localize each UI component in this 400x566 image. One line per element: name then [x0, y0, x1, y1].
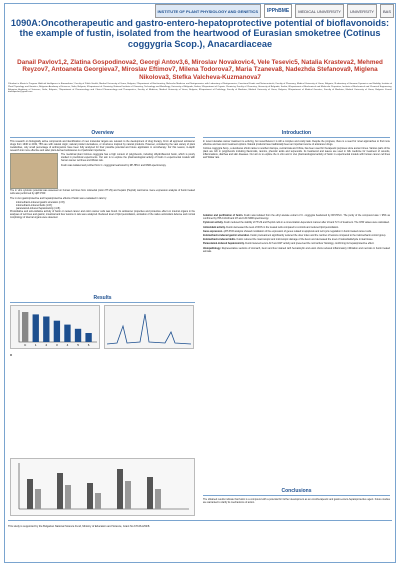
- overview-paragraph: Prooxidative and anti-oxidative activity of fustin on tested cancer and colon cancer cells was found. Its anticancer properties and protective effect on internal organs in the analyses of cell lines and gastric, intestinal and liver lesions in rats were analyzed. Reduced level of lipid peroxidation, activation of the native antioxidant defense and normal morphology of internal organs were detected.: [10, 210, 195, 220]
- tick-label: 3: [56, 343, 58, 347]
- plant-photo: [10, 153, 58, 189]
- viability-chart: [10, 305, 100, 349]
- results-heading: Results: [10, 295, 195, 303]
- results-body: [203, 214, 390, 484]
- result-item: Gene expression. qRT-PCR analysis showed modulation of the expression of genes related to apoptosis and cell cycle regulation in fustin treated cancer cells.: [203, 229, 372, 233]
- footer: [8, 520, 392, 551]
- gene-expression-icon: [11, 459, 194, 515]
- intro-paragraph: Cotinus coggygria Scop., a deciduous shrub native to southern Europe, central Asia and China, has been used for therapeutic purposes since ancient times. Various parts of the plant are rich in polyphenols including flavonoids, tannins, phenolic acids and terpenoids. Its heartwood and leaves are used in folk medicine for treatment of wounds, inflammations, diarrhea and skin diseases. Our aim is to explore the in vitro and in vivo pharmacological activity of fustin in experimental models with human cancer cell lines and Wistar rats.: [203, 147, 390, 160]
- bar: [22, 312, 28, 342]
- bar: [43, 317, 49, 343]
- list-item: • indomethacin-induced ileitis (n=8);: [16, 204, 195, 207]
- introduction-body: [203, 140, 390, 210]
- result-item: Isolation and purification of fustin. Fustin was isolated from the ethyl acetate extract of C. coggygria heartwood by RP-HPLC. The purity of the compound was > 95% as confirmed by HPLC-DAD and 1H and 13C NMR spectroscopy.: [203, 214, 390, 221]
- result-item: Paracetamol-induced hepatotoxicity. Fustin lowered serum ALT and AST activity and preserved the normal liver histology, confirming its hepatoprotective effect.: [203, 242, 375, 246]
- result-item: Indomethacin-induced ileitis. Fustin reduced the macroscopic and microscopic damage of the ileum and decreased the level of malondialdehyde in ileal tissue.: [203, 238, 374, 242]
- result-item: Histopathology. Representative sections of stomach, ileum and liver stained with hematoxylin and eosin show reduced inflammatory infiltration and necrosis in fustin treated animals.: [203, 246, 390, 253]
- overview-body: [10, 140, 195, 290]
- bar-chart-svg: [11, 306, 99, 348]
- conclusions-body: The obtained results indicate that fustin is a compound with a potential for further development as an oncotherapeutic and gastro-entero-hepatoprotective agent. Future studies are warranted to clarify its mechanisms of action.: [203, 498, 390, 505]
- list-item: • paracetamol-induced hepatotoxicity (n=8).: [16, 207, 195, 210]
- histology-grid: [10, 354, 195, 454]
- chromatogram-icon: [105, 306, 193, 348]
- bas-logo: BAS: [380, 4, 394, 18]
- bar: [33, 314, 39, 342]
- result-item: Indomethacin-induced gastric ulceration. Fustin pretreatment significantly reduced the ulcer index and the number of lesions compared to the indomethacin control group.: [203, 233, 386, 237]
- ipphbme-logo: IPPhBME: [264, 4, 292, 18]
- overview-paragraph: The in vivo gastroprotective and hepatoprotective effects of fustin were evaluated in rats by:: [10, 196, 107, 200]
- list-item: • indomethacin-induced gastric ulceration (n=8);: [16, 201, 195, 204]
- model-list: [10, 201, 195, 210]
- author-list: Danail Pavlov1,2, Zlatina Gospodinova2, Georgi Antov3,6, Miroslav Novakovic4, Vele Tesevic5, Natalia Krasteva2, Mehmed Reyzov7, Antoaneta Georgieva7, Miroslav Eftimov7, Milena Todorova7, Maria Tzaneva8, Nadezhda Stefanova9, Miglena Nikolova3, Stefka Valcheva-Kuzmanova7: [17, 59, 383, 81]
- bar: [85, 333, 91, 342]
- result-item: Cytotoxic activity. Fustin reduced the viability of HT-29 and HepG2 cells in a concentration-dependent manner after 24 and 72 h of treatment. The IC50 values were calculated.: [203, 221, 390, 225]
- logo-row: [155, 4, 394, 18]
- introduction-heading: Introduction: [203, 130, 390, 138]
- intro-paragraph: In recent decades cancer treatment is evolving, but nevertheless it is still a complex and costly task. Despite the progress, there is a need for novel approaches to find more effective and less toxic treatment options. Natural products have traditionally been an important source of anticancer drugs.: [203, 140, 390, 147]
- affiliations: 1Student in Master's Program ‘Artificial Intelligence in Biomedicine’, Faculty of Public Health, Medical University of Varna, Bulgaria; 2Department of Biochemistry, Molecular Medicine and Nutrigenomics with Laboratory of Nutrigenomics, Functional Foods and Nutraceuticals, Faculty of Pharmacy, Medical University of Varna, Bulgaria; 3Laboratory of Genome Dynamics and Stability, Institute of Plant Physiology and Genetics, Bulgarian Academy of Sciences, Sofia, Bulgaria; 4Department of Chemistry, National Institute of Chemistry, Technology and Metallurgy, University of Belgrade, Serbia; 5Department of Organic Chemistry, Faculty of Chemistry, University of Belgrade, Serbia; 6Department of Biochemical and Molecular Properties, Institute of Biochemical and Chemical Engineering, Bulgarian Academy of Sciences, Sofia, Bulgaria; 7Department of Pharmacology and Clinical Pharmacology and Therapeutics, Faculty of Medicine, Medical University of Varna, Bulgaria; 8Department of Pathology, Faculty of Medicine, Medical University of Varna, Bulgaria; 9Department of Medical Genetics, Faculty of Medicine, Medical University of Varna, Bulgaria. E-mail: danailpavlov@gmail.com: [8, 83, 392, 94]
- overview-paragraph: Fustin was isolated and purified from C. coggygria heartwood by RP-HPLC and NMR-spectroscopy.: [61, 163, 167, 167]
- bar: [54, 321, 60, 342]
- tick-label: 6: [87, 343, 90, 347]
- tick-label: C: [24, 343, 27, 347]
- conclusions-heading: Conclusions: [203, 488, 390, 496]
- tick-label: 1: [34, 343, 37, 347]
- gene-expression-figure: [10, 458, 195, 516]
- poster-title: 1090A:Oncotherapeutic and gastro-entero-hepatoprotective potential of bioflavonoids: the example of fustin, isolated from the heartwood of Eurasian smoketree (Cotinus coggygria Scop.), Anacardiaceae: [10, 18, 390, 49]
- bar: [75, 329, 81, 342]
- result-item: Antioxidant activity. Fustin decreased the level of ROS in the treated cells compared to controls and reduced lipid peroxidation.: [203, 225, 339, 229]
- overview-heading: Overview: [10, 130, 195, 138]
- overview-paragraph: The medicinal plant Cotinus coggygria has a high content of polyphenols, including dihydroflavonol fustin, which is poorly studied in preclinical experiments. Our aim is to explore the pharmacological activity of fustin in experimental models with human cancer cell lines and Wistar rats.: [61, 153, 195, 163]
- histology-image: [10, 354, 12, 356]
- overview-paragraph: This research on biologically active compounds and identification of new molecular targets are relevant to the development of drug therapy. From all approved anticancer drugs from 1946 to 2019, 75% are with natural origin; natural product derivatives, or structures inspired by natural products. However, considering the vast variety of plant metabolites, only small percentage of anthocyanins have been fully analyzed for their possible potential and future application in oncotherapy. For this reason, in-depth research into more effective and safer plant-derived substances is of particular importance.: [10, 140, 195, 153]
- university-logo: UNIVERSITY: [347, 4, 377, 18]
- tick-label: 2: [45, 343, 48, 347]
- bar: [64, 325, 70, 342]
- acknowledgement: This study is supported by the Bulgarian National Science Fund, Ministry of Education and Science, Grant No KП-06-Н53/8.: [8, 525, 151, 528]
- chromatogram-figure: [104, 305, 194, 349]
- tick-label: 4: [66, 343, 69, 347]
- overview-figure-row: [10, 153, 195, 189]
- institute-logo: INSTITUTE OF PLANT PHYSIOLOGY AND GENETICS: [155, 4, 261, 18]
- medical-university-logo: MEDICAL UNIVERSITY: [295, 4, 344, 18]
- overview-paragraph: The in vitro cytotoxic potential was assessed on human cell lines from colorectal (colon HT-29) and hepatic (HepG2) carcinoma. Gene expression analysis of fustin treated cells was performed by qRT-PCR.: [10, 189, 195, 196]
- tick-label: 5: [77, 343, 79, 347]
